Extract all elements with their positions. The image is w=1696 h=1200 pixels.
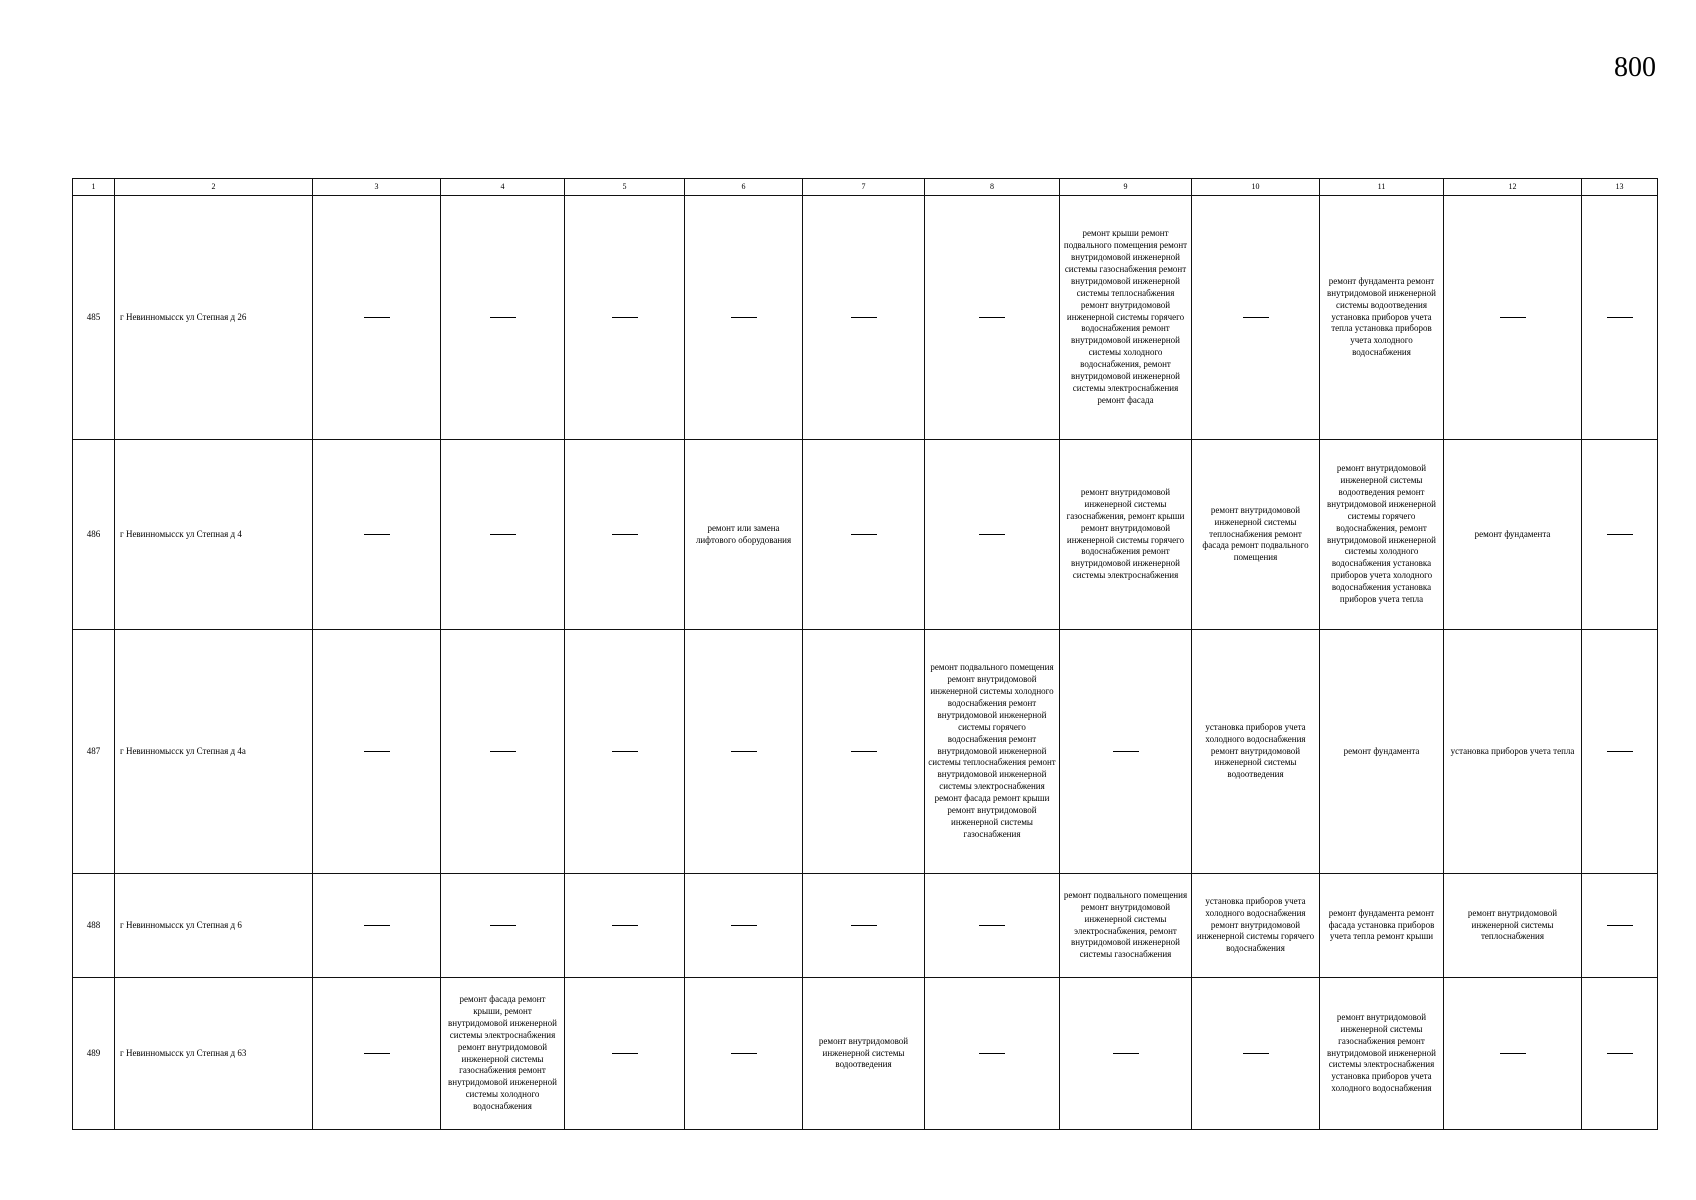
empty-cell: [441, 874, 565, 978]
work-description: ремонт или замена лифтового оборудования: [695, 522, 792, 545]
dash-mark: [612, 534, 638, 535]
empty-cell: [925, 196, 1060, 440]
dash-mark: [364, 1053, 390, 1054]
dash-mark: [1113, 751, 1139, 752]
dash-mark: [1607, 751, 1633, 752]
work-description: ремонт фундамента: [1343, 745, 1420, 756]
empty-cell: [925, 978, 1060, 1130]
row-number: 486: [73, 440, 115, 630]
empty-cell: [565, 978, 685, 1130]
work-description: ремонт фундамента: [1474, 528, 1551, 539]
dash-mark: [1607, 317, 1633, 318]
work-cell: [1444, 630, 1582, 874]
work-description: установка приборов учета холодного водоснабжения ремонт внутридомовой инженерной системы горячего водоснабжения: [1196, 895, 1315, 954]
column-number: 3: [313, 179, 441, 196]
dash-mark: [1243, 317, 1269, 318]
work-description: ремонт подвального помещения ремонт внутридомовой инженерной системы холодного водоснабжения ремонт внутридомовой инженерной системы горячего водоснабжения ремонт внутридомовой инженерной системы теплоснабжения ремонт внутридомовой инженерной системы электроснабжения ремонт фасада ремонт крыши ремонт внутридомовой инженерной системы газоснабжения: [928, 662, 1056, 839]
dash-mark: [612, 1053, 638, 1054]
column-number: 8: [925, 179, 1060, 196]
empty-cell: [685, 874, 803, 978]
empty-cell: [1582, 196, 1658, 440]
empty-cell: [441, 440, 565, 630]
row-number: 487: [73, 630, 115, 874]
row-number: 488: [73, 874, 115, 978]
empty-cell: [1582, 874, 1658, 978]
work-description: ремонт фундамента ремонт фасада установка приборов учета тепла ремонт крыши: [1328, 907, 1435, 942]
empty-cell: [1582, 978, 1658, 1130]
column-number: 4: [441, 179, 565, 196]
work-description: ремонт внутридомовой инженерной системы газоснабжения, ремонт крыши ремонт внутридомовой инженерной системы горячего водоснабжения ремонт внутридомовой инженерной системы электроснабжения: [1066, 487, 1185, 581]
address-cell: г Невинномысск ул Степная д 6: [115, 874, 313, 978]
table-row: [73, 630, 1658, 874]
column-number: 2: [115, 179, 313, 196]
dash-mark: [979, 317, 1005, 318]
dash-mark: [1500, 317, 1526, 318]
work-description: ремонт подвального помещения ремонт внутридомовой инженерной системы электроснабжения, ремонт внутридомовой инженерной системы газоснабжения: [1063, 889, 1188, 960]
work-cell: [1192, 630, 1320, 874]
empty-cell: [313, 440, 441, 630]
column-number: 12: [1444, 179, 1582, 196]
empty-cell: [565, 874, 685, 978]
dash-mark: [612, 751, 638, 752]
dash-mark: [364, 534, 390, 535]
empty-cell: [1192, 196, 1320, 440]
work-cell: [1444, 440, 1582, 630]
dash-mark: [612, 925, 638, 926]
work-cell: [1060, 440, 1192, 630]
dash-mark: [979, 534, 1005, 535]
column-number: 6: [685, 179, 803, 196]
work-cell: [1320, 196, 1444, 440]
work-cell: [1320, 874, 1444, 978]
empty-cell: [685, 630, 803, 874]
dash-mark: [1607, 534, 1633, 535]
work-cell: [925, 630, 1060, 874]
column-number: 10: [1192, 179, 1320, 196]
work-cell: [1192, 874, 1320, 978]
dash-mark: [364, 925, 390, 926]
work-cell: [1060, 874, 1192, 978]
table-row: [73, 874, 1658, 978]
work-description: установка приборов учета тепла: [1450, 745, 1575, 756]
dash-mark: [1607, 1053, 1633, 1054]
address-cell: г Невинномысск ул Степная д 4а: [115, 630, 313, 874]
work-cell: [1192, 440, 1320, 630]
column-number: 1: [73, 179, 115, 196]
work-cell: [1320, 440, 1444, 630]
dash-mark: [979, 1053, 1005, 1054]
empty-cell: [1582, 630, 1658, 874]
empty-cell: [1582, 440, 1658, 630]
work-cell: [803, 978, 925, 1130]
empty-cell: [1444, 196, 1582, 440]
column-number: 11: [1320, 179, 1444, 196]
table-row: [73, 978, 1658, 1130]
empty-cell: [565, 440, 685, 630]
column-number: 13: [1582, 179, 1658, 196]
dash-mark: [851, 751, 877, 752]
work-cell: [1444, 874, 1582, 978]
dash-mark: [490, 751, 516, 752]
empty-cell: [803, 196, 925, 440]
empty-cell: [803, 630, 925, 874]
dash-mark: [1607, 925, 1633, 926]
work-description: ремонт внутридомовой инженерной системы газоснабжения ремонт внутридомовой инженерной системы электроснабжения установка приборов учета холодного водоснабжения: [1327, 1011, 1436, 1094]
dash-mark: [731, 925, 757, 926]
dash-mark: [851, 534, 877, 535]
empty-cell: [313, 196, 441, 440]
dash-mark: [731, 751, 757, 752]
row-number: 489: [73, 978, 115, 1130]
work-cell: [1060, 196, 1192, 440]
work-description: ремонт внутридомовой инженерной системы водоотведения ремонт внутридомовой инженерной системы горячего водоснабжения, ремонт внутридомовой инженерной системы холодного водоснабжения установка приборов учета холодного водоснабжения установка приборов учета тепла: [1327, 463, 1436, 604]
row-number: 485: [73, 196, 115, 440]
empty-cell: [803, 874, 925, 978]
empty-cell: [565, 630, 685, 874]
work-cell: [441, 978, 565, 1130]
dash-mark: [851, 317, 877, 318]
dash-mark: [851, 925, 877, 926]
column-number: 7: [803, 179, 925, 196]
table-row: [73, 196, 1658, 440]
work-description: установка приборов учета холодного водоснабжения ремонт внутридомовой инженерной системы водоотведения: [1205, 721, 1306, 780]
work-description: ремонт внутридомовой инженерной системы теплоснабжения ремонт фасада ремонт подвального помещения: [1202, 504, 1309, 563]
dash-mark: [731, 1053, 757, 1054]
work-cell: [1320, 978, 1444, 1130]
address-cell: г Невинномысск ул Степная д 63: [115, 978, 313, 1130]
empty-cell: [925, 874, 1060, 978]
dash-mark: [490, 317, 516, 318]
dash-mark: [1113, 1053, 1139, 1054]
dash-mark: [490, 925, 516, 926]
work-description: ремонт внутридомовой инженерной системы водоотведения: [818, 1035, 909, 1070]
page-number: 800: [1614, 52, 1656, 83]
work-description: ремонт фундамента ремонт внутридомовой инженерной системы водоотведения установка приборов учета тепла установка приборов учета холодного водоснабжения: [1327, 275, 1436, 358]
work-cell: [1320, 630, 1444, 874]
column-number: 5: [565, 179, 685, 196]
dash-mark: [364, 317, 390, 318]
dash-mark: [1243, 1053, 1269, 1054]
address-cell: г Невинномысск ул Степная д 26: [115, 196, 313, 440]
empty-cell: [925, 440, 1060, 630]
work-description: ремонт крыши ремонт подвального помещения ремонт внутридомовой инженерной системы газоснабжения ремонт внутридомовой инженерной системы теплоснабжения ремонт внутридомовой инженерной системы горячего водоснабжения ремонт внутридомовой инженерной системы холодного водоснабжения, ремонт внутридомовой инженерной системы электроснабжения ремонт фасада: [1063, 228, 1188, 405]
empty-cell: [1060, 978, 1192, 1130]
empty-cell: [1444, 978, 1582, 1130]
dash-mark: [490, 534, 516, 535]
address-cell: г Невинномысск ул Степная д 4: [115, 440, 313, 630]
empty-cell: [313, 978, 441, 1130]
empty-cell: [685, 196, 803, 440]
dash-mark: [1500, 1053, 1526, 1054]
column-number-row: [73, 179, 1658, 196]
empty-cell: [685, 978, 803, 1130]
table-row: [73, 440, 1658, 630]
work-description: ремонт фасада ремонт крыши, ремонт внутридомовой инженерной системы электроснабжения ремонт внутридомовой инженерной системы газоснабжения ремонт внутридомовой инженерной системы холодного водоснабжения: [448, 994, 557, 1111]
empty-cell: [1192, 978, 1320, 1130]
empty-cell: [441, 196, 565, 440]
empty-cell: [441, 630, 565, 874]
empty-cell: [565, 196, 685, 440]
empty-cell: [313, 874, 441, 978]
work-description: ремонт внутридомовой инженерной системы теплоснабжения: [1467, 907, 1558, 942]
empty-cell: [1060, 630, 1192, 874]
dash-mark: [364, 751, 390, 752]
empty-cell: [803, 440, 925, 630]
dash-mark: [979, 925, 1005, 926]
dash-mark: [731, 317, 757, 318]
dash-mark: [612, 317, 638, 318]
empty-cell: [313, 630, 441, 874]
column-number: 9: [1060, 179, 1192, 196]
work-cell: [685, 440, 803, 630]
repair-schedule-table: [72, 178, 1658, 1130]
